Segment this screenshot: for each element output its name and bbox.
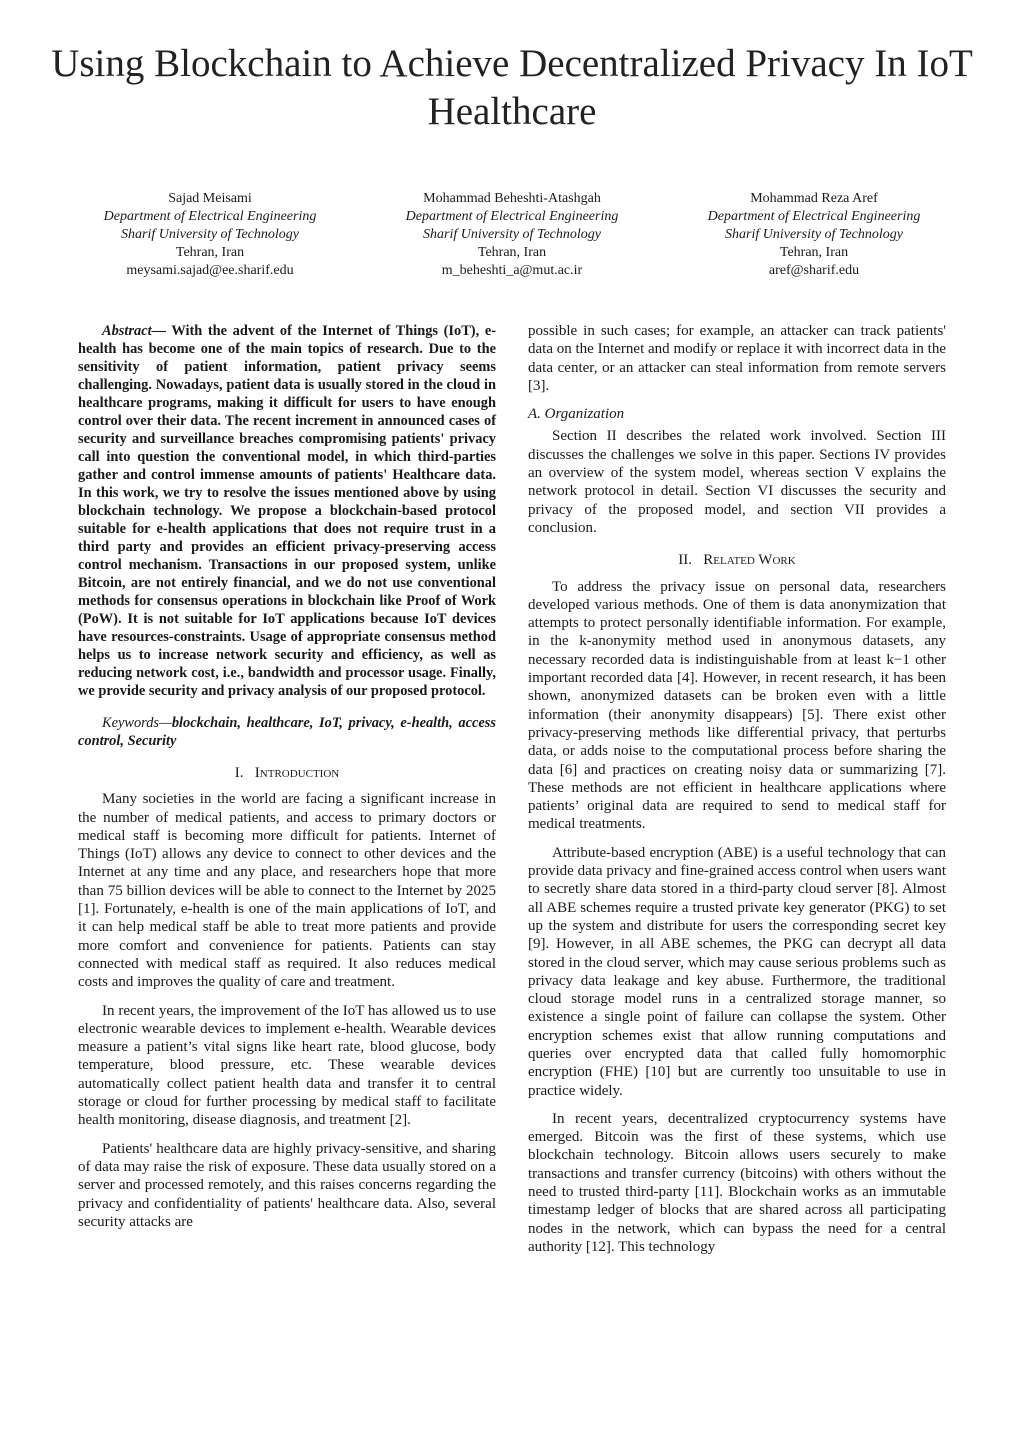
author-department: Department of Electrical Engineering — [103, 209, 317, 224]
related-paragraph-1: To address the privacy issue on personal data, researchers developed various methods. One of them is data anonymization that attempts to protect personally identifiable information. For example, in the k-anonymity method used in anonymous datasets, any necessary recorded data is indistinguishable from at least k−1 other important recorded data [4]. However, in recent research, it has been shown, anonymized datasets can be broken even with a little information (their anonymity disappears) [5]. There exist other privacy-preserving methods like differential privacy, that perturbs data, or adds noise to the computational process before sharing the data [6] and practices on creating noisy data or summarizing [7]. These methods are not efficient in healthcare applications where patients’ original data are required to send to medical staff for medical treatments. — [528, 578, 946, 833]
intro-paragraph-1: Many societies in the world are facing a significant increase in the number of medical patients, and access to primary doctors or medical staff is becoming more difficult for patients. Internet of Things (IoT) allows any device to connect to other devices and the Internet at any time and any place, and researchers hope that more than 75 billion devices will be able to connect to the Internet by 2025 [1]. Fortunately, e-health is one of the main applications of IoT, and it can help medical staff be able to treat more patients and provide more comfort and convenience for patients. Patients can stay connected with medical staff as required. It also reduces medical costs and improves the quality of care and treatment. — [78, 791, 496, 991]
section-number: II. — [678, 552, 693, 569]
author-1 — [60, 190, 360, 280]
section-number: I. — [234, 765, 244, 781]
left-column — [78, 322, 496, 1241]
author-university: Sharif University of Technology — [423, 227, 601, 242]
author-email: m_beheshti_a@mut.ac.ir — [441, 263, 583, 278]
subsection-heading-organization: A. Organization — [528, 406, 625, 423]
right-column — [528, 322, 946, 1266]
author-email: aref@sharif.edu — [768, 263, 860, 278]
abstract — [78, 322, 496, 700]
section-heading-introduction — [78, 764, 496, 782]
author-location: Tehran, Iran — [477, 245, 547, 260]
keywords-label: Keywords— — [102, 715, 172, 731]
author-university: Sharif University of Technology — [121, 227, 299, 242]
author-3 — [664, 190, 964, 280]
intro-continuation: possible in such cases; for example, an attacker can track patients' data on the Internet and modify or replace it with incorrect data in the data center, or an attacker can steal information from remote servers [3]. — [528, 323, 946, 394]
author-name: Sajad Meisami — [168, 191, 252, 206]
section-title: Introduction — [254, 765, 340, 781]
author-department: Department of Electrical Engineering — [405, 209, 619, 224]
section-heading-related-work — [528, 551, 946, 569]
paper-title: Using Blockchain to Achieve Decentralized Privacy In IoT Healthcare — [51, 42, 973, 133]
author-location: Tehran, Iran — [779, 245, 849, 260]
author-university: Sharif University of Technology — [725, 227, 903, 242]
keywords-text: blockchain, healthcare, IoT, privacy, e-health, access control, Security — [78, 715, 496, 749]
author-name: Mohammad Beheshti-Atashgah — [423, 191, 601, 206]
keywords — [78, 714, 496, 750]
organization-paragraph: Section II describes the related work involved. Section III discusses the challenges we solve in this paper. Sections IV provides an overview of the system model, whereas section V explains the network protocol in detail. Section VI discusses the security and privacy of the proposed model, and section VII provides a conclusion. — [528, 428, 946, 536]
author-department: Department of Electrical Engineering — [707, 209, 921, 224]
author-location: Tehran, Iran — [175, 245, 245, 260]
section-title: Related Work — [703, 552, 796, 569]
related-paragraph-3: In recent years, decentralized cryptocurrency systems have emerged. Bitcoin was the first of these systems, which use blockchain technology. Bitcoin allows users securely to make transactions and transfer currency (bitcoins) with others without the need to trusted third-party [11]. Blockchain works as an immutable timestamp ledger of blocks that are shared across all participating nodes in the network, which can bypass the need for a central authority [12]. This technology — [528, 1110, 946, 1255]
intro-paragraph-2: In recent years, the improvement of the IoT has allowed us to use electronic wearable devices to implement e-health. Wearable devices measure a patient’s vital signs like heart rate, blood glucose, body temperature, blood pressure, etc. These wearable devices automatically collect patient health data and transfer it to central storage or cloud for further processing by medical staff to facilitate health monitoring, disease diagnosis, and treatment [2]. — [78, 1002, 496, 1129]
author-2 — [362, 190, 662, 280]
author-name: Mohammad Reza Aref — [750, 191, 878, 206]
related-paragraph-2: Attribute-based encryption (ABE) is a useful technology that can provide data privacy and fine-grained access control when users want to secretly share data stored in a third-party cloud server [8]. Almost all ABE schemes require a trusted private key generator (PKG) to set up the system and distribute for users the corresponding secret key [9]. However, in all ABE schemes, the PKG can decrypt all data stored in the cloud server, which may cause serious problems such as privacy data leakage and key abuse. Furthermore, the traditional cloud storage model runs in a centralized storage manner, so existence a single point of failure can collapse the system. Other encryption schemes exist that allow running computations and queries over encrypted data that called fully homomorphic encryption (FHE) [10] but are currently too unsuitable to use in practice widely. — [528, 844, 946, 1099]
intro-paragraph-3: Patients' healthcare data are highly privacy-sensitive, and sharing of data may raise the risk of exposure. These data usually stored on a server and processed remotely, and this raises concerns regarding the privacy and confidentiality of patients' healthcare data. Also, several security attacks are — [78, 1140, 496, 1230]
abstract-text: With the advent of the Internet of Things (IoT), e-health has become one of the main topics of research. Due to the sensitivity of patient information, patient privacy seems challenging. Nowadays, patient data is usually stored in the cloud in healthcare programs, making it difficult for users to have enough control over their data. The recent increment in announced cases of security and surveillance breaches compromising patients' privacy call into question the conventional model, in which third-parties gather and control immense amounts of patients' Healthcare data. In this work, we try to resolve the issues mentioned above by using blockchain technology. We propose a blockchain-based protocol suitable for e-health applications that does not require trust in a third party and provides an efficient privacy-preserving access control mechanism. Transactions in our proposed system, unlike Bitcoin, are not entirely financial, and we do not use conventional methods for consensus operations in blockchain like Proof of Work (PoW). It is not suitable for IoT applications because IoT devices have resources-constraints. Usage of appropriate consensus method helps us to increase network security and efficiency, as well as reducing network cost, i.e., bandwidth and processor usage. Finally, we provide security and privacy analysis of our proposed protocol. — [78, 323, 496, 699]
author-email: meysami.sajad@ee.sharif.edu — [126, 263, 294, 278]
abstract-label: Abstract— — [102, 323, 166, 339]
